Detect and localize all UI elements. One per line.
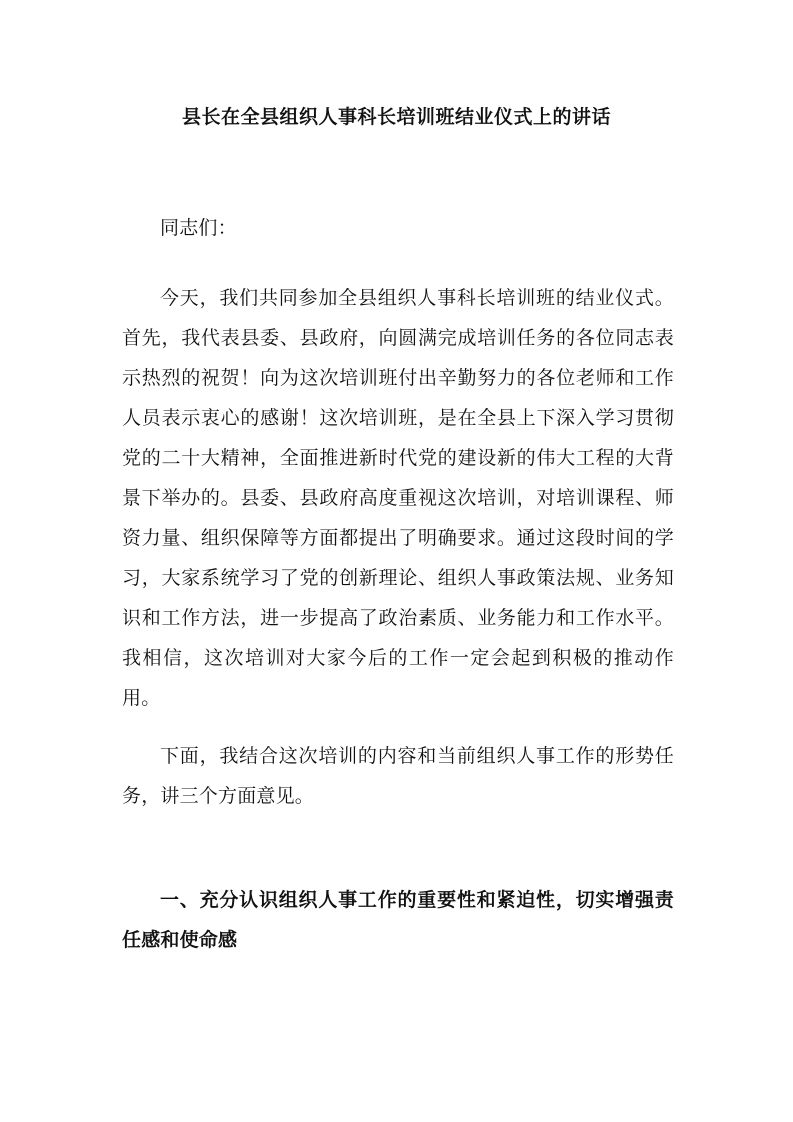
section-heading-one: 一、充分认识组织人事工作的重要性和紧迫性，切实增强责任感和使命感 bbox=[122, 889, 674, 951]
paragraph-outline: 下面，我结合这次培训的内容和当前组织人事工作的形势任务，讲三个方面意见。 bbox=[122, 745, 674, 807]
salutation: 同志们： bbox=[160, 217, 237, 239]
document-title: 县长在全县组织人事科长培训班结业仪式上的讲话 bbox=[181, 106, 611, 128]
paragraph-opening: 今天，我们共同参加全县组织人事科长培训班的结业仪式。首先，我代表县委、县政府，向圆满完成培训任务的各位同志表示热烈的祝贺！向为这次培训班付出辛勤努力的各位老师和工作人员表示衷心的感谢！这次培训班，是在全县上下深入学习贯彻党的二十大精神，全面推进新时代党的建设新的伟大工程的大背景下举办的。县委、县政府高度重视这次培训，对培训课程、师资力量、组织保障等方面都提出了明确要求。通过这段时间的学习，大家系统学习了党的创新理论、组织人事政策法规、业务知识和工作方法，进一步提高了政治素质、业务能力和工作水平。我相信，这次培训对大家今后的工作一定会起到积极的推动作用。 bbox=[122, 287, 674, 709]
